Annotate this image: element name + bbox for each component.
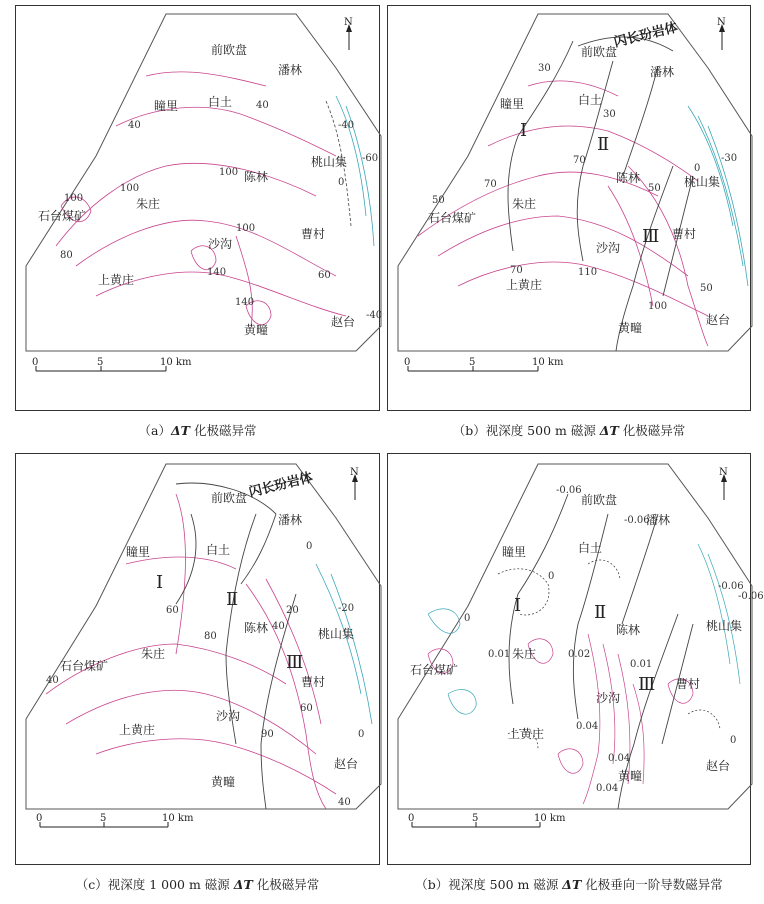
zone-I: Ⅰ (520, 120, 528, 141)
place-qianoupan: 前欧盘 (581, 493, 618, 507)
caption-a-delta: ΔT (170, 423, 190, 438)
place-zhaotai: 赵台 (706, 759, 731, 773)
place-caocun: 曹村 (301, 675, 326, 689)
place-baitu: 白土 (578, 93, 603, 107)
place-baitu: 白土 (578, 541, 603, 555)
contour-label: -40 (338, 120, 355, 131)
place-shanghuangzhuang: 上黄庄 (506, 278, 543, 292)
contour-label: 0.04 (576, 721, 599, 732)
contour-label: -0.06 (738, 591, 764, 602)
place-zhuzhuang: 朱庄 (512, 197, 537, 211)
place-tongli: 瞳里 (126, 545, 151, 559)
contour-label: 110 (578, 267, 598, 278)
contour-map-d (388, 454, 752, 866)
caption-d-prefix: （b）视深度 500 m 磁源 (415, 877, 563, 892)
place-shanghuangzhuang: 上黄庄 (119, 723, 156, 737)
contour-label: 40 (46, 675, 59, 686)
scale-tick-10: 10 km (532, 357, 564, 368)
place-taoshanji: 桃山集 (684, 175, 721, 189)
contour-label: -40 (366, 310, 383, 321)
caption-c (15, 875, 380, 893)
place-tongli: 瞳里 (502, 545, 527, 559)
contour-label: 60 (300, 703, 313, 714)
rock-body-label: 闪长玢岩体 (247, 470, 315, 501)
contour-label: 0 (306, 541, 313, 552)
contour-label: 100 (219, 167, 239, 178)
contour-label: 30 (538, 63, 551, 74)
caption-d (387, 875, 751, 893)
scale-tick-0: 0 (404, 357, 411, 368)
place-caocun: 曹村 (301, 227, 326, 241)
north-arrow: N (717, 17, 726, 28)
contour-label: 140 (235, 297, 255, 308)
place-huangtuan: 黄疃 (211, 775, 236, 789)
place-huangtuan: 黄疃 (244, 323, 269, 337)
place-qianoupan: 前欧盘 (211, 43, 248, 57)
place-chenlin: 陈林 (244, 621, 269, 635)
place-tongli: 瞳里 (500, 97, 525, 111)
contour-label: 40 (338, 797, 351, 808)
caption-d-suffix: 化极垂向一阶导数磁异常 (581, 877, 723, 892)
zone-II: Ⅱ (594, 602, 607, 623)
zone-II: Ⅱ (597, 134, 610, 155)
zone-II: Ⅱ (226, 589, 239, 610)
place-chenlin: 陈林 (244, 170, 269, 184)
place-zhuzhuang: 朱庄 (136, 197, 161, 211)
place-chenlin: 陈林 (616, 171, 641, 185)
contour-label: 0 (548, 571, 555, 582)
place-baitu: 白土 (206, 543, 231, 557)
place-zhaotai: 赵台 (706, 313, 731, 327)
contour-label: 40 (256, 100, 269, 111)
contour-label: 80 (204, 631, 217, 642)
place-taoshanji: 桃山集 (311, 155, 348, 169)
contour-label: 70 (510, 265, 523, 276)
place-shagou: 沙沟 (596, 691, 621, 705)
place-shitaimeikuang: 石台煤矿 (38, 209, 87, 223)
zone-III: Ⅲ (642, 226, 660, 247)
place-qianoupan: 前欧盘 (581, 45, 618, 59)
scale-tick-0: 0 (32, 357, 39, 368)
contour-label: 0.04 (608, 753, 631, 764)
contour-label: 0 (730, 735, 737, 746)
contour-label: 30 (603, 109, 616, 120)
contour-label: 100 (236, 223, 256, 234)
contour-label: 70 (573, 155, 586, 166)
contour-label: 0.02 (568, 649, 591, 660)
contour-label: -20 (338, 603, 355, 614)
caption-b-delta: ΔT (599, 423, 619, 438)
caption-a-suffix: 化极磁异常 (189, 423, 257, 438)
contour-label: -0.06 (624, 515, 650, 526)
place-shitaimeikuang: 石台煤矿 (60, 659, 109, 673)
contour-label: -0.06 (556, 485, 582, 496)
caption-c-delta: ΔT (233, 877, 253, 892)
place-taoshanji: 桃山集 (318, 627, 355, 641)
caption-d-delta: ΔT (562, 877, 582, 892)
contour-label: 0 (338, 177, 345, 188)
scale-tick-10: 10 km (534, 813, 566, 824)
place-huangtuan: 黄疃 (618, 769, 643, 783)
place-panlin: 潘林 (650, 65, 675, 79)
north-arrow: N (350, 467, 359, 478)
place-zhuzhuang: 朱庄 (141, 647, 166, 661)
scale-tick-5: 5 (469, 357, 476, 368)
place-huangtuan: 黄疃 (618, 321, 643, 335)
place-panlin: 潘林 (278, 513, 303, 527)
caption-c-prefix: （c）视深度 1 000 m 磁源 (75, 877, 234, 892)
place-shitaimeikuang: 石台煤矿 (428, 211, 477, 225)
contour-label: 0 (464, 613, 471, 624)
contour-label: -0.06 (718, 581, 744, 592)
place-qianoupan: 前欧盘 (211, 491, 248, 505)
place-zhuzhuang: 朱庄 (512, 647, 537, 661)
contour-label: 0 (694, 163, 701, 174)
scale-tick-5: 5 (472, 813, 479, 824)
rock-body-label: 闪长玢岩体 (612, 20, 680, 51)
contour-label: 0.04 (596, 783, 619, 794)
place-shanghuangzhuang: 上黄庄 (98, 273, 135, 287)
place-shagou: 沙沟 (208, 237, 233, 251)
contour-label: 80 (60, 250, 73, 261)
contour-label: 70 (484, 179, 497, 190)
scale-tick-10: 10 km (160, 357, 192, 368)
place-panlin: 潘林 (278, 63, 303, 77)
caption-b-suffix: 化极磁异常 (618, 423, 686, 438)
scale-tick-0: 0 (408, 813, 415, 824)
contour-label: 50 (648, 183, 661, 194)
contour-label: 40 (128, 120, 141, 131)
place-caocun: 曹村 (672, 227, 697, 241)
contour-label: 60 (166, 605, 179, 616)
caption-a (15, 421, 380, 439)
contour-map-b (388, 6, 752, 412)
zone-I: Ⅰ (156, 572, 164, 593)
place-baitu: 白土 (208, 95, 233, 109)
zone-III: Ⅲ (286, 652, 304, 673)
contour-label: 40 (272, 621, 285, 632)
place-zhaotai: 赵台 (331, 315, 356, 329)
place-taoshanji: 桃山集 (706, 619, 743, 633)
contour-label: 140 (207, 267, 227, 278)
place-shitaimeikuang: 石台煤矿 (410, 663, 459, 677)
contour-label: 50 (700, 283, 713, 294)
caption-b-prefix: （b）视深度 500 m 磁源 (452, 423, 600, 438)
caption-b (387, 421, 751, 439)
place-tongli: 瞳里 (154, 99, 179, 113)
contour-label: 100 (120, 183, 140, 194)
contour-label: 0.01 (630, 659, 653, 670)
caption-a-prefix: （a） (138, 423, 171, 438)
zone-III: Ⅲ (638, 674, 656, 695)
scale-tick-10: 10 km (162, 813, 194, 824)
place-caocun: 曹村 (676, 677, 701, 691)
scale-tick-5: 5 (97, 357, 104, 368)
scale-tick-0: 0 (36, 813, 43, 824)
caption-c-suffix: 化极磁异常 (252, 877, 320, 892)
place-shagou: 沙沟 (596, 241, 621, 255)
contour-label: -30 (721, 153, 738, 164)
contour-label: 50 (432, 195, 445, 206)
map-panel-b (387, 5, 751, 411)
contour-label: -60 (362, 153, 379, 164)
north-arrow: N (344, 17, 353, 28)
map-panel-d (387, 453, 764, 865)
contour-label: 0.01 (488, 649, 511, 660)
place-panlin: 潘林 (646, 513, 671, 527)
place-shanghuangzhuang: 上黄庄 (508, 727, 545, 741)
contour-label: 100 (64, 193, 84, 204)
contour-label: 20 (286, 605, 299, 616)
map-panel-c (15, 453, 380, 865)
contour-label: 0 (358, 729, 365, 740)
zone-I: Ⅰ (514, 595, 522, 616)
contour-label: 60 (318, 270, 331, 281)
contour-label: 100 (648, 301, 668, 312)
scale-tick-5: 5 (100, 813, 107, 824)
contour-label: 90 (261, 729, 274, 740)
place-shagou: 沙沟 (216, 709, 241, 723)
place-zhaotai: 赵台 (334, 757, 359, 771)
north-arrow: N (719, 467, 728, 478)
place-chenlin: 陈林 (616, 623, 641, 637)
map-panel-a (15, 5, 383, 411)
